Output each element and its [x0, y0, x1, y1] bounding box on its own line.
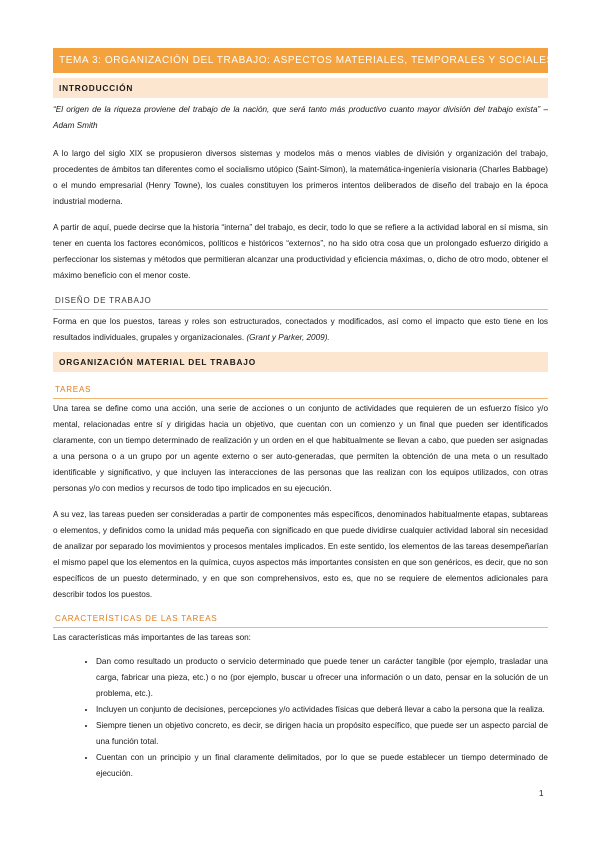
- list-item: • Incluyen un conjunto de decisiones, percepciones y/o actividades físicas que deberá llevar a cabo la persona que la realiza.: [96, 702, 548, 718]
- list-item: • Cuentan con un principio y un final claramente delimitados, por lo que se puede establecer un tiempo determinado de ejecución.: [96, 750, 548, 782]
- document-page: [53, 48, 554, 782]
- diseno-citation: (Grant y Parker, 2009).: [246, 333, 330, 342]
- section-title-organizacion-material: ORGANIZACIÓN MATERIAL DEL TRABAJO: [53, 352, 548, 372]
- tareas-paragraph-1: Una tarea se define como una acción, una serie de acciones o un conjunto de actividades que requieren de un esfuerzo físico y/o mental, relacionadas entre sí y dirigidas hacia un objetivo, que cuentan con un comienzo y un final que pueden ser identificados claramente, con un tiempo determinado de realización y un orden en el que habitualmente se llevan a cabo, que pueden ser asignadas a una persona o a un grupo por un agente externo o ser auto-generadas, que permiten la obtención de una meta o un resultado identificable y significativo, y que incluyen las interacciones de las personas que las realizan con los equipos utilizados, con otras personas y/o con medios y recursos de todo tipo implicados en su ejecución.: [53, 404, 548, 493]
- list-item: • Siempre tienen un objetivo concreto, es decir, se dirigen hacia un propósito específico, que puede ser un aspecto parcial de una función total.: [96, 718, 548, 750]
- intro-quote: “El origen de la riqueza proviene del trabajo de la nación, que será tanto más productivo cuanto mayor división del trabajo exista” –Adam Smith: [53, 105, 548, 130]
- section-title-introduccion: INTRODUCCIÓN: [53, 78, 548, 98]
- chapter-banner: TEMA 3: ORGANIZACIÓN DEL TRABAJO: ASPECTOS MATERIALES, TEMPORALES Y SOCIALES: [53, 48, 548, 73]
- intro-paragraph-2: A partir de aquí, puede decirse que la historia “interna” del trabajo, es decir, todo lo que se refiere a la actividad laboral en sí misma, sin tener en cuenta los factores económicos, políticos e históricos “externos”, no ha sido otra cosa que un prolongado esfuerzo dirigido a perfeccionar los sistemas y métodos que permitieran alcanzar una productividad y eficiencia máximas, o, dicho de otro modo, obtener el máximo beneficio con el menor coste.: [53, 223, 548, 280]
- subsection-title-tareas: TAREAS: [53, 382, 548, 399]
- subsection-title-diseno: DISEÑO DE TRABAJO: [53, 293, 548, 310]
- diseno-paragraph: [53, 314, 548, 346]
- intro-paragraph-1: A lo largo del siglo XIX se propusieron diversos sistemas y modelos más o menos viables de división y organización del trabajo, procedentes de ámbitos tan diferentes como el socialismo utópico (Saint-Simon), la matemática-ingeniería visionaria (Charles Babbage) o el mundo empresarial (Henry Towne), los cuales constituyen los primeros intentos deliberados de diseño del trabajo en la época industrial moderna.: [53, 149, 548, 206]
- list-item: • Dan como resultado un producto o servicio determinado que puede tener un carácter tangible (por ejemplo, trasladar una carga, fabricar una pieza, etc.) o no (por ejemplo, buscar u ofrecer una información o un dato, pensar en la solución de un problema, etc.).: [96, 654, 548, 702]
- caracteristicas-intro: Las características más importantes de las tareas son:: [53, 633, 251, 642]
- page-number: 1: [539, 789, 544, 798]
- caracteristicas-list: [53, 654, 548, 782]
- tareas-paragraph-2: A su vez, las tareas pueden ser consideradas a partir de componentes más específicos, denominados habitualmente etapas, subtareas o elementos, y definidos como la unidad más pequeña con significado en que puede dividirse cualquier actividad laboral sin necesidad de analizar por separado los movimientos y procesos mentales implicados. En este sentido, los elementos de las tareas desempeñarían el mismo papel que los elementos en la química, cuyos aspectos más importantes consisten en que son genéricos, es decir, que no son específicos de un puesto determinado, y en que son comprehensivos, esto es, que no se requiere de elementos adicionales para describir todos los puestos.: [53, 510, 548, 599]
- diseno-text: Forma en que los puestos, tareas y roles son estructurados, conectados y modificados, así como el impacto que esto tiene en los resultados individuales, grupales y organizacionales.: [53, 317, 548, 342]
- subsection-title-caracteristicas: CARACTERÍSTICAS DE LAS TAREAS: [53, 611, 548, 628]
